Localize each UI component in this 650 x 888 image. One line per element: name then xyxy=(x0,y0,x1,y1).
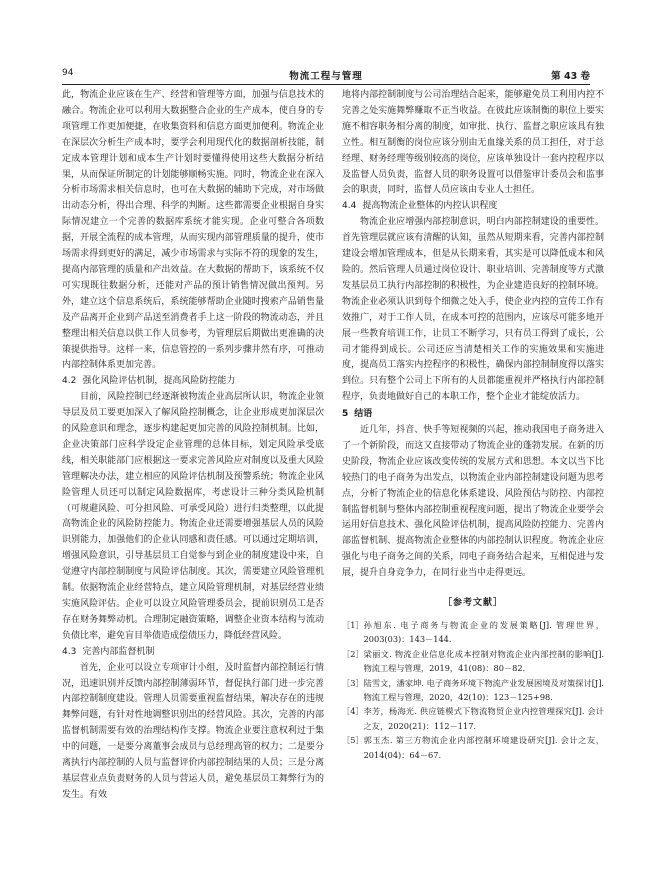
section-heading-5 xyxy=(342,407,604,423)
reference-item xyxy=(342,733,604,762)
section-number: 5 xyxy=(342,409,349,420)
body-paragraph: 物流企业应增强内部控制意识，明白内部控制建设的重要性。首先管理层就应该有清醒的认知，虽然从短期来看，完善内部控制建设会增加管理成本，但是从长期来看，其实是可以降低成本和风险的。然后管理人员通过岗位设计、职业培训、完善制度等方式激发基层员工执行内部控制的积极性，为企业建造良好的控制环境。物流企业必须认识到每个细微之处入手，使企业内控的宣传工作有效推广，对于工作人员，在成本可控的范围内，应该尽可能多地开展一些教育培训工作，让员工不断学习，只有员工得到了成长，公司才能得到成长。公司还应当清楚相关工作的实施效果和实施进度，提高员工落实内控程序的积极性，确保内部控制制度得以落实到位。只有整个公司上下所有的人员都能重视并严格执行内部控制程序，负责地做好自己的本职工作，整个企业才能绽放活力。 xyxy=(342,217,604,403)
section-heading-4-2 xyxy=(62,374,324,390)
reference-number: ［3］ xyxy=(342,677,364,688)
section-title: 结语 xyxy=(354,409,373,420)
reference-number: ［5］ xyxy=(342,735,364,746)
right-column xyxy=(342,88,604,848)
reference-item xyxy=(342,618,604,647)
references-heading: ［参考文献］ xyxy=(442,598,503,609)
reference-text: 梁丽文. 物流企业信息化成本控制对物流企业内部控制的影响[J]. 物流工程与管理，2019，41(08)：80－82. xyxy=(363,648,604,674)
body-paragraph: 首先，企业可以设立专项审计小组，及时监督内部控制运行情况，迅速识别并反馈内部控制薄弱环节，督促执行部门进一步完善内部控制制度建设。管理人员需要重视监督结果，解决存在的违规舞弊问题，有针对性地调整识别出的经营风险。其次，完善的内部监督机制需要有效的治理结构作支撑。物流企业要注意权利过于集中的问题，一是要分离董事会成员与总经理高管的权力；二是要分离执行内部控制的人员与监督评价内部控制结果的人员；三是分离基层营业点负责财务的人员与营运人员，避免基层员工舞弊行为的发生。有效 xyxy=(62,662,324,800)
section-number: 4.2 xyxy=(62,376,77,387)
section-title: 强化风险评估机制，提高风险防控能力 xyxy=(82,376,236,387)
left-column xyxy=(62,88,324,848)
section-title: 完善内部监督机制 xyxy=(82,646,155,657)
reference-number: ［4］ xyxy=(342,706,364,717)
journal-title: 物流工程与管理 xyxy=(289,71,363,82)
body-paragraph: 地将内部控制制度与公司治理结合起来，能够避免员工利用内控不完善之处实施舞弊赚取不正当收益。在彼此应该制衡的职位上要实施不相容职务相分离的制度，如审批、执行、监督之职应该具有独立性。相互制衡的岗位应该分别由无血缘关系的员工担任，对于总经理、财务经理等级别较高的岗位，应该单独设计一套内控程序以及监督人员负责，监督人员的职务设置可以借鉴审计委员会和监事会的职责，同时，监督人员应该由专业人士担任。 xyxy=(342,90,604,196)
reference-number: ［2］ xyxy=(342,648,364,659)
section-heading-4-4 xyxy=(342,199,604,215)
reference-text: 李芳，杨海光. 供应链模式下物流物贸企业内控管理探究[J]. 会计之友，2020(21)：112－117. xyxy=(363,706,604,731)
section-title: 提高物流企业整体的内控认识程度 xyxy=(362,201,498,212)
section-number: 4.3 xyxy=(62,646,77,657)
body-paragraph: 近几年，抖音、快手等短视频的兴起，推动我国电子商务进入了一个新阶段，而这又直接带动了物流企业的蓬勃发展。在新的历史阶段，物流企业应该改变传统的发展方式和思想。本文以当下比较热门的电子商务为出发点，以物流企业内部控制建设问题为思考点，分析了物流企业的信息化体系建设、风险预估与防控、内部控制监督机制与整体内部控制重视程度问题，提出了物流企业要学会运用好信息技术、强化风险评估机制，提高风险防控能力、完善内部监督机制、提高物流企业整体的内部控制认识程度。物流企业应强化与电子商务之间的关系，同电子商务结合起来，互相促进与发展，提升自身竞争力，在同行业当中走得更远。 xyxy=(342,425,604,579)
reference-item xyxy=(342,676,604,705)
reference-number: ［1］ xyxy=(342,620,364,630)
body-paragraph: 目前，风险控制已经逐渐被物流企业高层所认识，物流企业领导层及员工要更加深入了解风险控制概念，让企业形成更加深层次的风险意识和理念，逐步构建起更加完善的风险控制机制。比如，企业决策部门应科学设定企业管理的总体目标，划定风险承受底线，相关职能部门应根据这一要求完善风险应对制度以及重大风险管理解决办法，建立相应的风险评估机制及预警系统；物流企业风险管理人员还可以制定风险数据库，考虑设计三种分类风险机制（可规避风险、可分担风险、可承受风险）进行归类整理，以此提高物流企业的风险防控能力。物流企业还需要增强基层人员的风险识别能力，加强他们的企业认同感和责任感。可以通过定期培训，增强风险意识，引导基层员工自觉参与到企业的制度建设中来，自觉遵守内部控制制度与风险评估制度。其次，需要建立风险管理机制。依据物流企业经营特点，建立风险管理机制，对基层经营业绩实施风险评估。企业可以设立风险管理委员会，提前识别员工是否存在财务舞弊动机。合理制定融资策略，调整企业资本结构与流动负债比率，避免盲目举债造成偿债压力，降低经营风险。 xyxy=(62,392,324,641)
running-header xyxy=(62,66,590,85)
section-heading-4-3 xyxy=(62,645,324,661)
section-number: 4.4 xyxy=(342,201,357,212)
reference-item xyxy=(342,647,604,676)
volume-label: 第 43 卷 xyxy=(551,71,590,82)
reference-text: 孙旭东. 电子商务与物流企业的发展策略[J]. 管理世界，2003(03)：143－144. xyxy=(363,620,604,645)
reference-text: 陆雪文，潘家坤. 电子商务环境下物流产业发展困境及对策探讨[J]. 物流工程与管理，2020，42(10)：123－125+98. xyxy=(363,677,604,703)
reference-text: 郭玉杰. 第三方物流企业内部控制环境建设研究[J]. 会计之友，2014(04)：64－67. xyxy=(363,735,604,760)
page-number: 94 xyxy=(62,68,74,78)
reference-item xyxy=(342,704,604,733)
body-paragraph: 此，物流企业应该在生产、经营和管理等方面，加强与信息技术的融合。物流企业可以利用大数据整合企业的生产成本，使自身的专项管理工作更加便捷，在收集资料和信息方面更加便利。物流企业在深层次分析生产成本时，要学会利用现代化的数据剖析技能，制定成本管理计划和成本生产计划时要懂得使用这些大数据分析结果，从而保证所制定的计划能够顺畅实施。同时，物流企业在深入分析市场需求相关信息时，也可在大数据的辅助下完成，对市场做出动态分析，得出合理、科学的判断。这些都需要企业根据自身实际情况建立一个完善的数据库系统才能实现。企业可整合各项数据，开展全流程的成本管理，从而实现内部管理质量的提升，使市场需求得到更好的满足，减少市场需求与实际不符的现象的发生，提高内部管理的质量和产出效益。在大数据的帮助下，该系统不仅可实现既往数据分析，还能对产品的预计销售情况做出预判。另外，建立这个信息系统后，系统能够帮助企业随时搜索产品销售量及产品离开企业到产品送至消费者手上这一阶段的物流动态，并且整理出相关信息以供工作人员参考，为管理层后期做出更准确的决策提供指导。这样一来，信息管控的一系列步骤井然有序，可推动内部控制体系更加完善。 xyxy=(62,90,324,371)
